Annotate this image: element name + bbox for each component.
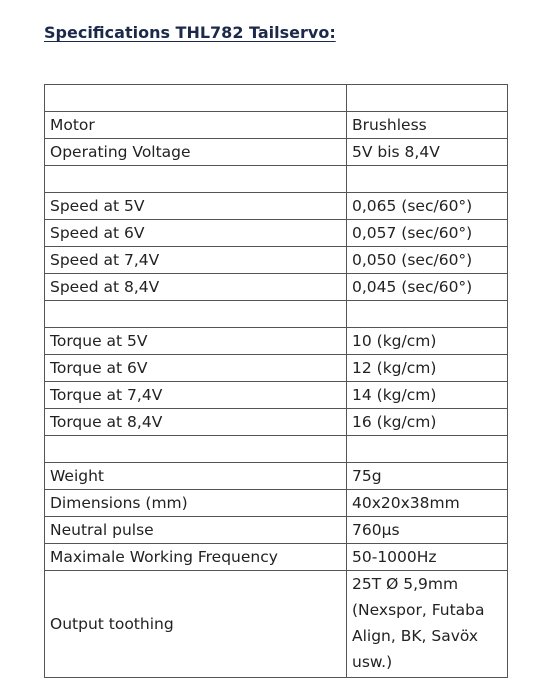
spacer-cell (45, 436, 347, 463)
spec-row (45, 544, 508, 571)
spec-value: 0,045 (sec/60°) (347, 274, 508, 301)
spec-row (45, 382, 508, 409)
spec-value: 0,057 (sec/60°) (347, 220, 508, 247)
spec-value: 0,050 (sec/60°) (347, 247, 508, 274)
spacer-row (45, 85, 508, 112)
spec-value: 12 (kg/cm) (347, 355, 508, 382)
spec-value (347, 571, 508, 678)
spec-label: Neutral pulse (45, 517, 347, 544)
spacer-cell (45, 301, 347, 328)
spec-value: 760µs (347, 517, 508, 544)
spec-value: 75g (347, 463, 508, 490)
spec-value: 16 (kg/cm) (347, 409, 508, 436)
spacer-row (45, 436, 508, 463)
spec-label: Torque at 5V (45, 328, 347, 355)
spec-label: Motor (45, 112, 347, 139)
spec-row (45, 112, 508, 139)
spec-row (45, 409, 508, 436)
specifications-table-body (45, 85, 508, 678)
spec-row (45, 463, 508, 490)
spec-value-line: usw.) (352, 653, 393, 671)
page-title: Specifications THL782 Tailservo: (44, 23, 336, 42)
spec-value: 50-1000Hz (347, 544, 508, 571)
spec-value: 40x20x38mm (347, 490, 508, 517)
spec-label: Dimensions (mm) (45, 490, 347, 517)
spacer-cell (347, 166, 508, 193)
spec-label: Speed at 5V (45, 193, 347, 220)
spec-row (45, 220, 508, 247)
spec-value: Brushless (347, 112, 508, 139)
spec-value-line: (Nexspor, Futaba (352, 601, 485, 619)
spec-value: 0,065 (sec/60°) (347, 193, 508, 220)
spec-row (45, 355, 508, 382)
spacer-cell (347, 301, 508, 328)
spacer-cell (347, 85, 508, 112)
spec-row (45, 247, 508, 274)
spec-value-line: 25T Ø 5,9mm (352, 575, 459, 593)
spacer-cell (45, 166, 347, 193)
spacer-cell (45, 85, 347, 112)
spec-label: Maximale Working Frequency (45, 544, 347, 571)
spec-row (45, 274, 508, 301)
spacer-row (45, 301, 508, 328)
spec-row (45, 490, 508, 517)
spacer-row (45, 166, 508, 193)
spec-label: Speed at 7,4V (45, 247, 347, 274)
spacer-cell (347, 436, 508, 463)
spec-label: Weight (45, 463, 347, 490)
spec-row (45, 193, 508, 220)
spec-row (45, 139, 508, 166)
spec-label: Speed at 6V (45, 220, 347, 247)
spec-label: Output toothing (45, 571, 347, 678)
spec-label: Speed at 8,4V (45, 274, 347, 301)
spec-row (45, 328, 508, 355)
specifications-table (44, 84, 508, 678)
spec-value: 14 (kg/cm) (347, 382, 508, 409)
spec-row (45, 517, 508, 544)
spec-value: 10 (kg/cm) (347, 328, 508, 355)
spec-row (45, 571, 508, 678)
spec-label: Torque at 6V (45, 355, 347, 382)
spec-label: Operating Voltage (45, 139, 347, 166)
spec-value: 5V bis 8,4V (347, 139, 508, 166)
spec-value-line: Align, BK, Savöx (352, 627, 479, 645)
spec-label: Torque at 7,4V (45, 382, 347, 409)
spec-label: Torque at 8,4V (45, 409, 347, 436)
